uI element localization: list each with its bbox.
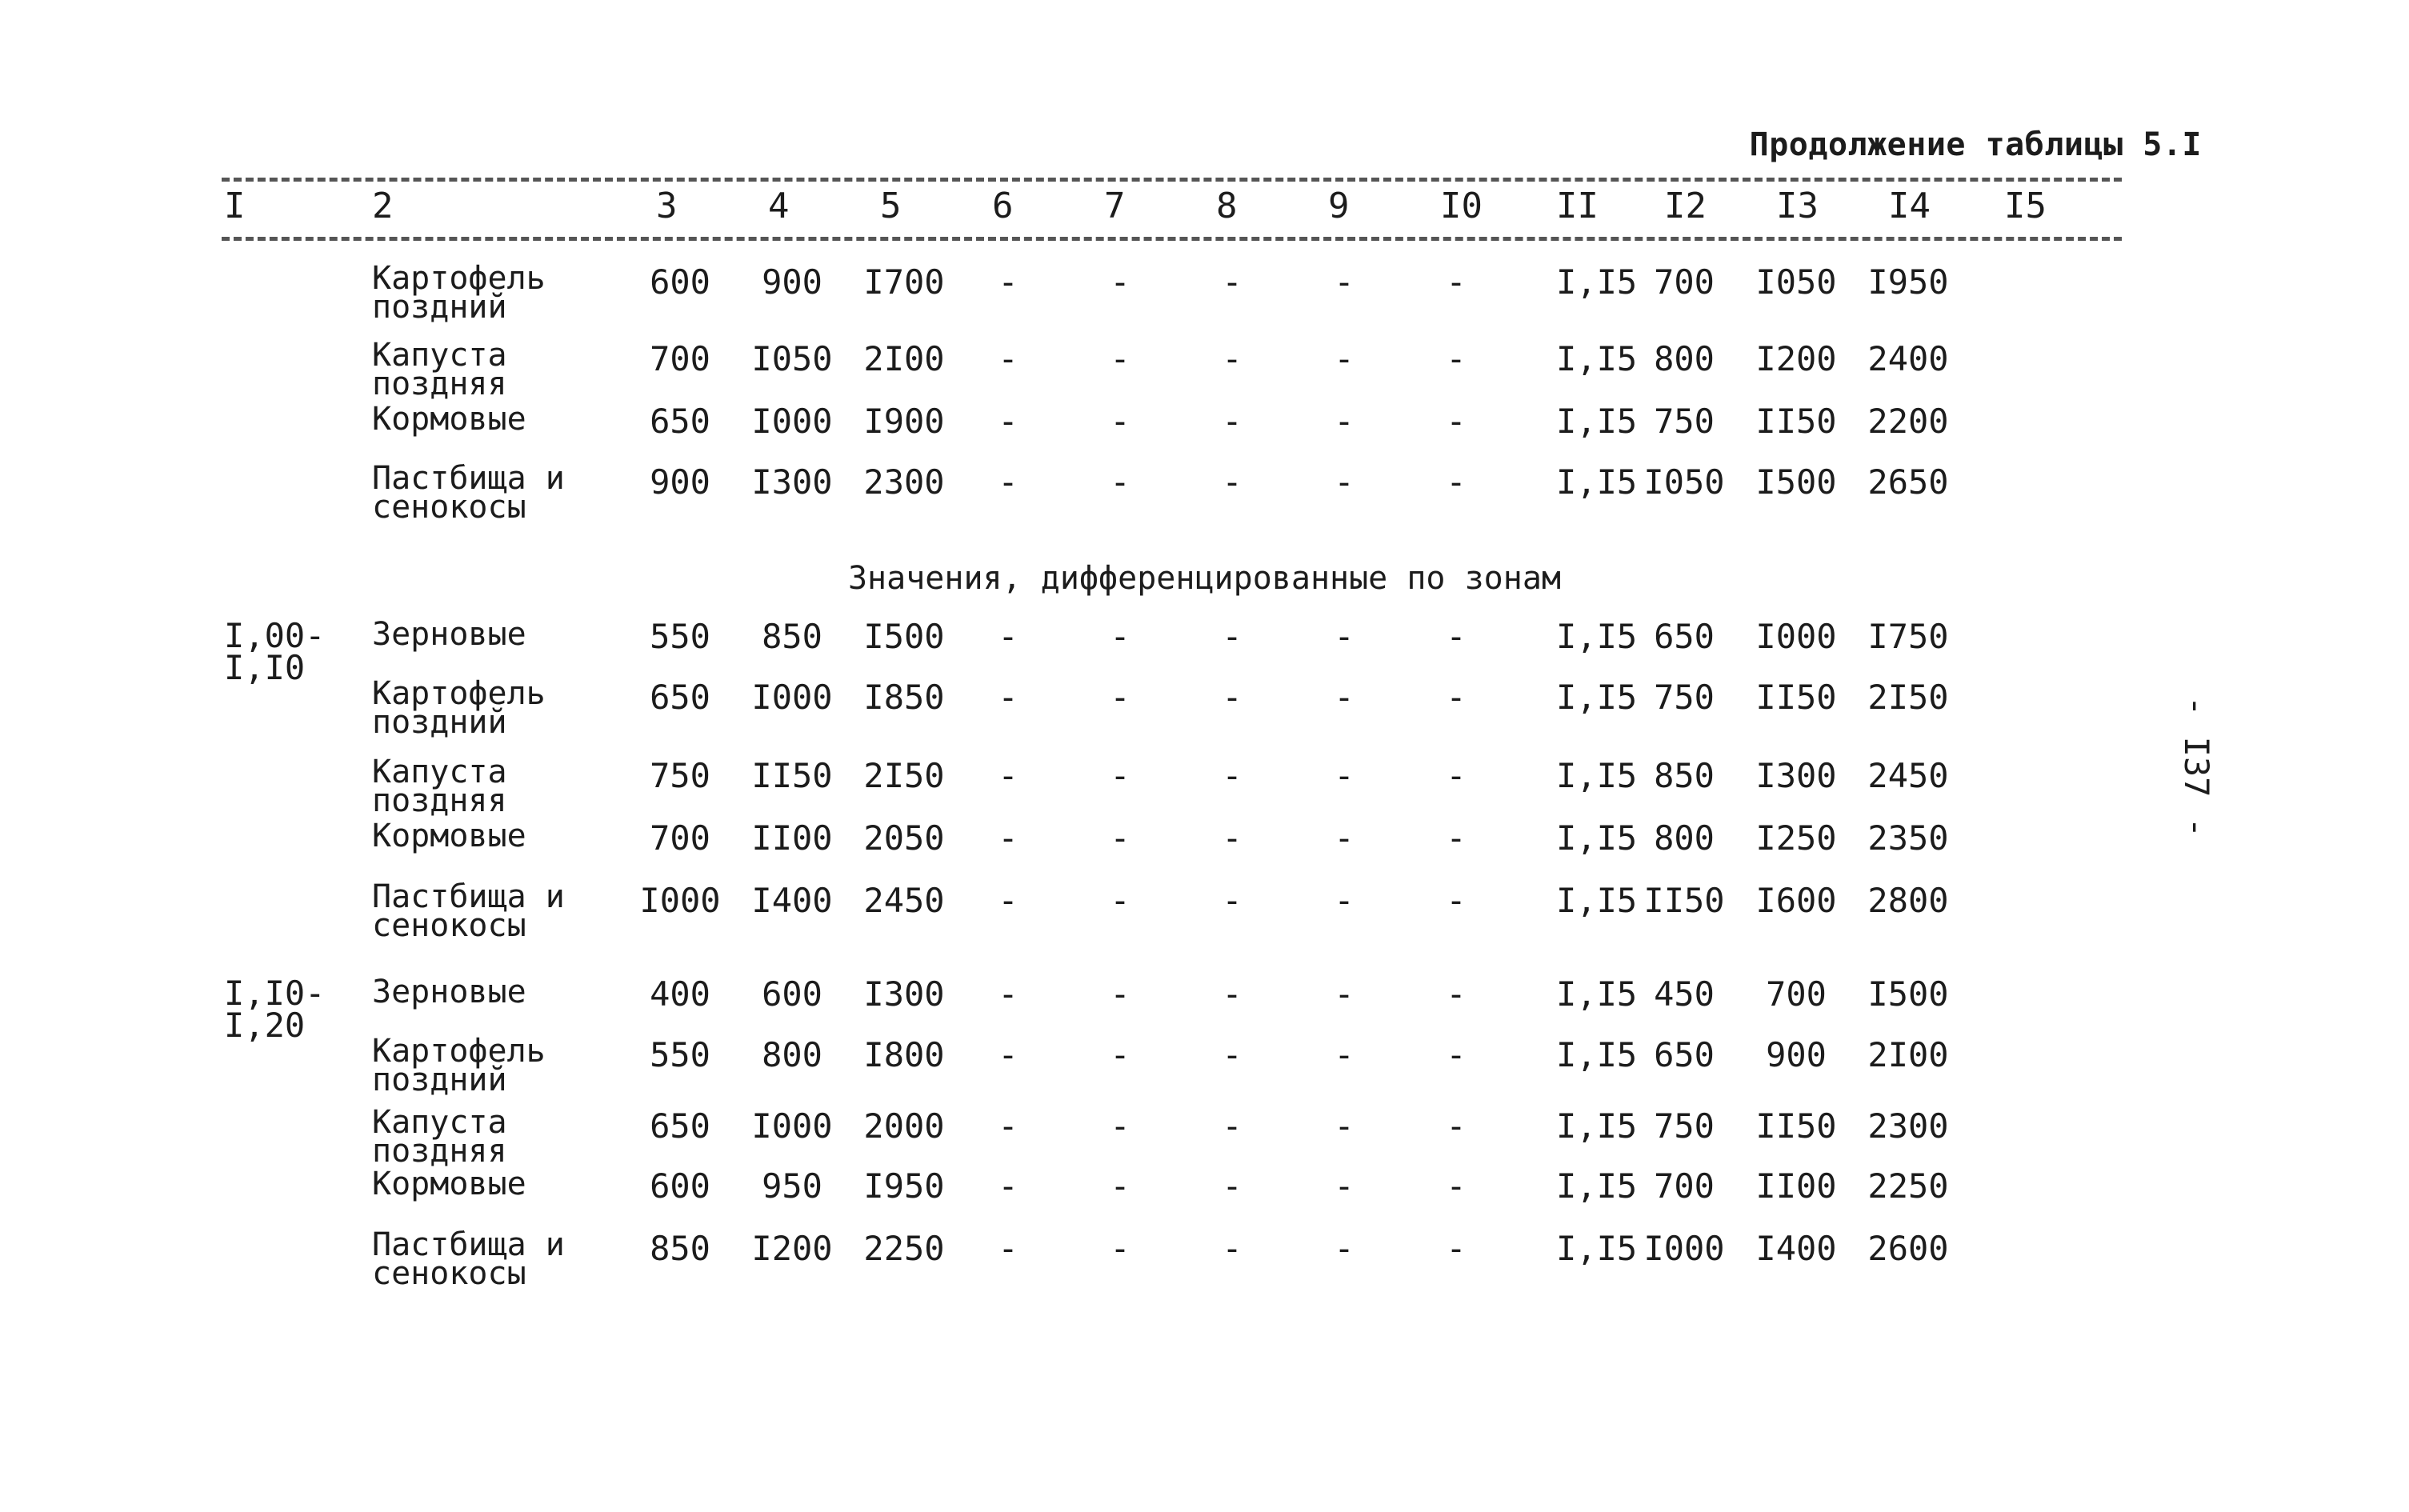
dash-c9: - — [1334, 1035, 1355, 1074]
crop-name — [372, 337, 507, 402]
value-c4: 800 — [762, 1035, 822, 1074]
crop-name-line: Капуста — [372, 754, 507, 790]
zone-label-line: I,20 — [224, 1006, 306, 1045]
crop-name — [372, 878, 565, 944]
dash-c6: - — [998, 881, 1018, 920]
value-c3: 700 — [650, 339, 710, 378]
value-c14: 2450 — [1867, 756, 1949, 795]
crop-name-line: Зерновые — [372, 616, 526, 653]
value-c13: I200 — [1755, 339, 1837, 378]
value-c14: 2350 — [1867, 818, 1949, 858]
value-c13: I500 — [1755, 462, 1837, 502]
crop-name-line: Картофель — [372, 260, 546, 297]
value-c13: 900 — [1766, 1035, 1827, 1074]
zone-label-line: I,00- — [224, 616, 326, 655]
crop-name — [372, 460, 565, 526]
column-header-7: 7 — [1104, 186, 1126, 226]
dash-c6: - — [998, 974, 1018, 1014]
crop-name-line: поздняя — [372, 782, 507, 819]
value-c13: I300 — [1755, 756, 1837, 795]
value-c5: 2450 — [863, 881, 945, 920]
coefficient: I,I5 — [1556, 818, 1638, 858]
value-c12: 800 — [1654, 818, 1715, 858]
value-c12: 750 — [1654, 402, 1715, 441]
dash-c10: - — [1446, 402, 1467, 441]
dash-c10: - — [1446, 462, 1467, 502]
value-c12: I000 — [1643, 1229, 1725, 1268]
dash-c7: - — [1110, 617, 1130, 656]
value-c12: 750 — [1654, 678, 1715, 717]
value-c5: I700 — [863, 262, 945, 302]
dash-c6: - — [998, 678, 1018, 717]
crop-name — [372, 974, 526, 1010]
dash-c6: - — [998, 1106, 1018, 1146]
column-header-12: I2 — [1664, 186, 1707, 226]
zone-label-line: I,I0- — [224, 974, 326, 1013]
value-c4: I000 — [751, 678, 833, 717]
dash-c6: - — [998, 402, 1018, 441]
header-top-rule — [222, 178, 2122, 182]
crop-name-line: Кормовые — [372, 1166, 526, 1202]
coefficient: I,I5 — [1556, 462, 1638, 502]
value-c4: II00 — [751, 818, 833, 858]
value-c14: I750 — [1867, 617, 1949, 656]
crop-name-line: Картофель — [372, 1033, 546, 1070]
crop-name-line: поздний — [372, 1062, 507, 1098]
crop-name-line: поздняя — [372, 1133, 507, 1170]
dash-c6: - — [998, 756, 1018, 795]
value-c5: I850 — [863, 678, 945, 717]
column-header-2: 2 — [372, 186, 394, 226]
dash-c10: - — [1446, 617, 1467, 656]
value-c4: 600 — [762, 974, 822, 1014]
dash-c7: - — [1110, 1229, 1130, 1268]
dash-c10: - — [1446, 262, 1467, 302]
dash-c8: - — [1222, 818, 1243, 858]
value-c13: II50 — [1755, 402, 1837, 441]
value-c13: I250 — [1755, 818, 1837, 858]
column-header-9: 9 — [1328, 186, 1350, 226]
coefficient: I,I5 — [1556, 339, 1638, 378]
column-header-8: 8 — [1216, 186, 1238, 226]
column-header-3: 3 — [656, 186, 678, 226]
value-c4: I400 — [751, 881, 833, 920]
value-c3: 900 — [650, 462, 710, 502]
dash-c6: - — [998, 1035, 1018, 1074]
dash-c8: - — [1222, 756, 1243, 795]
dash-c8: - — [1222, 974, 1243, 1014]
value-c14: 2I50 — [1867, 678, 1949, 717]
dash-c9: - — [1334, 818, 1355, 858]
value-c12: 450 — [1654, 974, 1715, 1014]
value-c14: 2650 — [1867, 462, 1949, 502]
value-c14: 2250 — [1867, 1166, 1949, 1206]
dash-c10: - — [1446, 818, 1467, 858]
column-header-14: I4 — [1888, 186, 1931, 226]
coefficient: I,I5 — [1556, 402, 1638, 441]
crop-name-line: Кормовые — [372, 401, 526, 438]
dash-c8: - — [1222, 617, 1243, 656]
value-c4: I000 — [751, 1106, 833, 1146]
zone-label — [224, 616, 326, 687]
dash-c7: - — [1110, 881, 1130, 920]
value-c4: I200 — [751, 1229, 833, 1268]
dash-c7: - — [1110, 678, 1130, 717]
coefficient: I,I5 — [1556, 1035, 1638, 1074]
value-c13: II50 — [1755, 1106, 1837, 1146]
page-number: - I37 - — [2177, 696, 2216, 838]
crop-name-line: Пастбища и — [372, 460, 565, 497]
dash-c9: - — [1334, 974, 1355, 1014]
value-c3: 400 — [650, 974, 710, 1014]
crop-name — [372, 1104, 507, 1170]
value-c12: I050 — [1643, 462, 1725, 502]
value-c13: I400 — [1755, 1229, 1837, 1268]
value-c4: 950 — [762, 1166, 822, 1206]
value-c12: 700 — [1654, 262, 1715, 302]
value-c3: 550 — [650, 1035, 710, 1074]
dash-c8: - — [1222, 678, 1243, 717]
dash-c10: - — [1446, 974, 1467, 1014]
table-caption: Продолжение таблицы 5.I — [1749, 126, 2202, 163]
value-c14: I500 — [1867, 974, 1949, 1014]
dash-c9: - — [1334, 262, 1355, 302]
value-c3: 650 — [650, 1106, 710, 1146]
dash-c9: - — [1334, 756, 1355, 795]
crop-name-line: поздний — [372, 289, 507, 326]
dash-c9: - — [1334, 881, 1355, 920]
value-c3: 650 — [650, 402, 710, 441]
crop-name — [372, 1033, 546, 1098]
zone-label-line: I,I0 — [224, 648, 306, 687]
value-c3: I000 — [639, 881, 721, 920]
value-c5: 2050 — [863, 818, 945, 858]
value-c12: 850 — [1654, 756, 1715, 795]
crop-name — [372, 754, 507, 819]
value-c14: 2600 — [1867, 1229, 1949, 1268]
value-c5: I800 — [863, 1035, 945, 1074]
value-c3: 700 — [650, 818, 710, 858]
coefficient: I,I5 — [1556, 617, 1638, 656]
dash-c7: - — [1110, 462, 1130, 502]
crop-name-line: сенокосы — [372, 907, 526, 944]
dash-c10: - — [1446, 1229, 1467, 1268]
dash-c9: - — [1334, 402, 1355, 441]
dash-c6: - — [998, 818, 1018, 858]
value-c5: I300 — [863, 974, 945, 1014]
dash-c7: - — [1110, 1106, 1130, 1146]
crop-name-line: сенокосы — [372, 489, 526, 526]
value-c13: I600 — [1755, 881, 1837, 920]
value-c5: 2250 — [863, 1229, 945, 1268]
coefficient: I,I5 — [1556, 1166, 1638, 1206]
dash-c6: - — [998, 1166, 1018, 1206]
crop-name-line: Капуста — [372, 1104, 507, 1141]
value-c14: 2400 — [1867, 339, 1949, 378]
dash-c7: - — [1110, 1166, 1130, 1206]
coefficient: I,I5 — [1556, 262, 1638, 302]
dash-c8: - — [1222, 339, 1243, 378]
crop-name-line: Картофель — [372, 675, 546, 712]
value-c4: I050 — [751, 339, 833, 378]
value-c14: 2800 — [1867, 881, 1949, 920]
dash-c9: - — [1334, 678, 1355, 717]
crop-name-line: поздний — [372, 704, 507, 741]
value-c3: 600 — [650, 262, 710, 302]
dash-c7: - — [1110, 262, 1130, 302]
dash-c8: - — [1222, 881, 1243, 920]
value-c5: I500 — [863, 617, 945, 656]
crop-name — [372, 1226, 565, 1292]
dash-c8: - — [1222, 1035, 1243, 1074]
crop-name-line: Пастбища и — [372, 878, 565, 915]
value-c12: 650 — [1654, 617, 1715, 656]
value-c4: 900 — [762, 262, 822, 302]
column-header-15: I5 — [2004, 186, 2047, 226]
dash-c9: - — [1334, 1166, 1355, 1206]
dash-c10: - — [1446, 678, 1467, 717]
value-c5: 2I50 — [863, 756, 945, 795]
value-c5: 2I00 — [863, 339, 945, 378]
dash-c8: - — [1222, 262, 1243, 302]
value-c5: I950 — [863, 1166, 945, 1206]
dash-c10: - — [1446, 1166, 1467, 1206]
value-c5: I900 — [863, 402, 945, 441]
dash-c8: - — [1222, 1106, 1243, 1146]
value-c4: I300 — [751, 462, 833, 502]
value-c12: 800 — [1654, 339, 1715, 378]
value-c3: 600 — [650, 1166, 710, 1206]
value-c12: 700 — [1654, 1166, 1715, 1206]
column-header-10: I0 — [1440, 186, 1483, 226]
coefficient: I,I5 — [1556, 974, 1638, 1014]
value-c3: 550 — [650, 617, 710, 656]
dash-c6: - — [998, 462, 1018, 502]
crop-name-line: Пастбища и — [372, 1226, 565, 1263]
value-c12: II50 — [1643, 881, 1725, 920]
dash-c6: - — [998, 339, 1018, 378]
value-c4: II50 — [751, 756, 833, 795]
dash-c6: - — [998, 262, 1018, 302]
value-c5: 2300 — [863, 462, 945, 502]
dash-c9: - — [1334, 1106, 1355, 1146]
dash-c7: - — [1110, 402, 1130, 441]
value-c4: I000 — [751, 402, 833, 441]
dash-c10: - — [1446, 756, 1467, 795]
crop-name-line: Зерновые — [372, 974, 526, 1010]
coefficient: I,I5 — [1556, 678, 1638, 717]
value-c14: 2200 — [1867, 402, 1949, 441]
column-header-5: 5 — [880, 186, 902, 226]
dash-c7: - — [1110, 756, 1130, 795]
dash-c10: - — [1446, 1035, 1467, 1074]
column-header-13: I3 — [1776, 186, 1819, 226]
value-c14: 2300 — [1867, 1106, 1949, 1146]
crop-name-line: Капуста — [372, 337, 507, 374]
value-c3: 750 — [650, 756, 710, 795]
dash-c7: - — [1110, 974, 1130, 1014]
value-c13: I050 — [1755, 262, 1837, 302]
dash-c8: - — [1222, 462, 1243, 502]
dash-c7: - — [1110, 818, 1130, 858]
value-c14: 2I00 — [1867, 1035, 1949, 1074]
section-title: Значения, дифференцированные по зонам — [847, 560, 1562, 597]
column-header-11: II — [1556, 186, 1599, 226]
dash-c8: - — [1222, 1166, 1243, 1206]
coefficient: I,I5 — [1556, 1229, 1638, 1268]
value-c3: 850 — [650, 1229, 710, 1268]
column-header-4: 4 — [768, 186, 790, 226]
column-header-6: 6 — [992, 186, 1014, 226]
dash-c7: - — [1110, 1035, 1130, 1074]
dash-c8: - — [1222, 1229, 1243, 1268]
coefficient: I,I5 — [1556, 1106, 1638, 1146]
value-c13: 700 — [1766, 974, 1827, 1014]
crop-name — [372, 818, 526, 854]
dash-c9: - — [1334, 1229, 1355, 1268]
crop-name-line: сенокосы — [372, 1255, 526, 1292]
column-header-1: I — [224, 186, 246, 226]
crop-name — [372, 260, 546, 326]
crop-name-line: Кормовые — [372, 818, 526, 854]
value-c4: 850 — [762, 617, 822, 656]
value-c5: 2000 — [863, 1106, 945, 1146]
dash-c6: - — [998, 617, 1018, 656]
dash-c6: - — [998, 1229, 1018, 1268]
crop-name — [372, 616, 526, 653]
dash-c10: - — [1446, 1106, 1467, 1146]
dash-c9: - — [1334, 617, 1355, 656]
dash-c9: - — [1334, 462, 1355, 502]
crop-name — [372, 401, 526, 438]
dash-c10: - — [1446, 881, 1467, 920]
crop-name — [372, 1166, 526, 1202]
value-c13: I000 — [1755, 617, 1837, 656]
header-bottom-rule — [222, 237, 2122, 241]
value-c3: 650 — [650, 678, 710, 717]
crop-name-line: поздняя — [372, 366, 507, 402]
value-c12: 650 — [1654, 1035, 1715, 1074]
crop-name — [372, 675, 546, 741]
value-c14: I950 — [1867, 262, 1949, 302]
coefficient: I,I5 — [1556, 881, 1638, 920]
value-c13: II50 — [1755, 678, 1837, 717]
dash-c10: - — [1446, 339, 1467, 378]
coefficient: I,I5 — [1556, 756, 1638, 795]
dash-c7: - — [1110, 339, 1130, 378]
value-c13: II00 — [1755, 1166, 1837, 1206]
zone-label — [224, 974, 326, 1045]
value-c12: 750 — [1654, 1106, 1715, 1146]
dash-c9: - — [1334, 339, 1355, 378]
dash-c8: - — [1222, 402, 1243, 441]
